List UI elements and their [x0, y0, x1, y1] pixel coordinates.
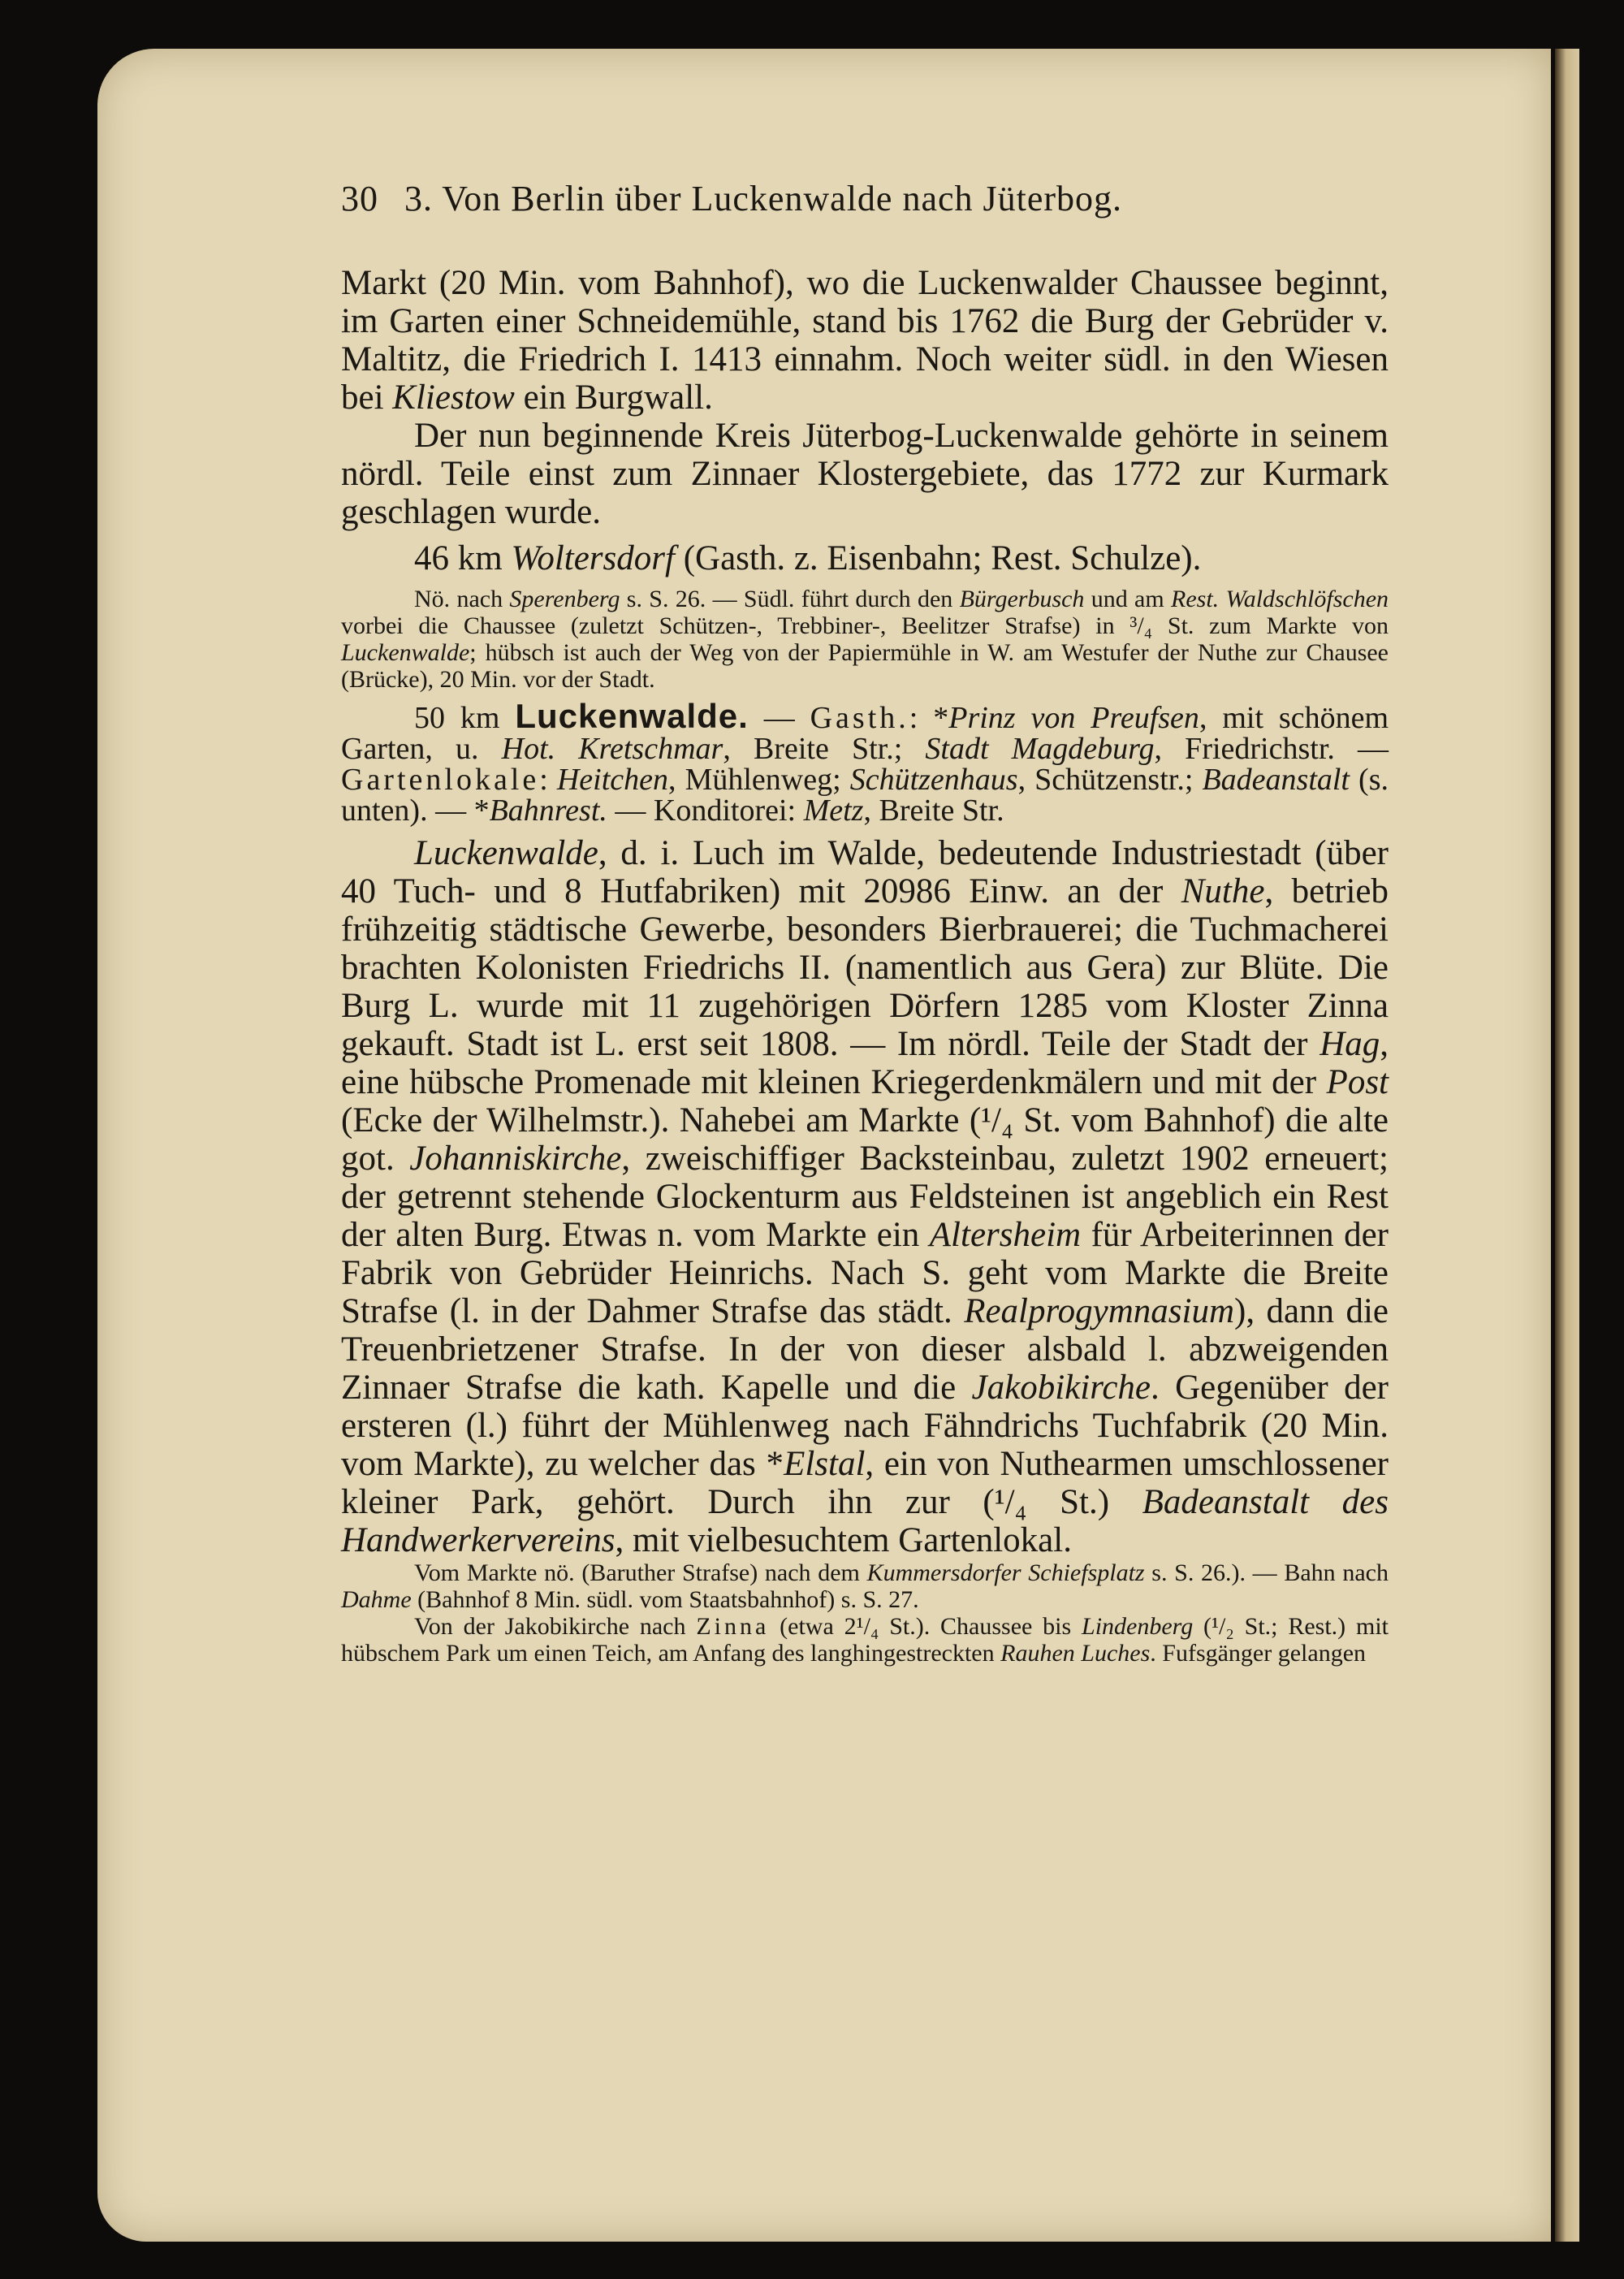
text-run: — [748, 701, 810, 735]
text-run: für Arbeiterinnen der Fabrik von Gebrüder Heinrichs. Nach S. geht vom Markte die Breite Strafse (l. in der Dahmer Strafse das städt. [341, 1216, 1389, 1330]
text-run: , d. i. Luch im Walde, bedeutende Industriestadt (über 40 Tuch- und 8 Hutfabriken) mit 20986 Einw. an der [341, 834, 1389, 910]
text-run: Woltersdorf [511, 539, 675, 577]
text-run: Prinz von Preufsen [948, 701, 1199, 735]
text-run: ein Burgwall. [514, 378, 713, 417]
paragraph-woltersdorf [341, 539, 1389, 577]
text-run: Badeanstalt [1202, 763, 1350, 797]
text-run: Johanniskirche [409, 1140, 622, 1178]
text-run: Post [1326, 1063, 1389, 1101]
text-run: — Konditorei: [607, 794, 804, 828]
text-run: . Gegenüber der ersteren (l.) führt der Mühlenweg nach Fähndrichs Tuchfabrik (20 Min. vom Markte), zu welcher das * [341, 1369, 1389, 1483]
text-run: Bahnrest. [489, 794, 607, 828]
header-title: 3. Von Berlin über Luckenwalde nach Jüterbog. [404, 179, 1123, 218]
text-run: vorbei die Chaussee (zuletzt Schützen-, Trebbiner-, Beelitzer Strafse) in ³/₄ St. zum Markte von [341, 612, 1389, 639]
text-run: Heitchen [556, 763, 669, 797]
text-run: Stadt Magdeburg [925, 732, 1155, 766]
page-number: 30 [341, 179, 378, 218]
text-run: Vom Markte nö. (Baruther Strafse) nach dem [414, 1559, 867, 1586]
text-run: Rauhen Luches [1000, 1640, 1151, 1667]
text-run: Gartenlokale [341, 763, 540, 797]
text-run: Altersheim [929, 1216, 1082, 1254]
text-run: Elstal [784, 1445, 866, 1483]
note-kummersdorf [341, 1559, 1389, 1613]
text-run: Rest. Waldschlöfschen [1171, 586, 1389, 612]
text-run: , Breite Str. [863, 794, 1004, 828]
running-header [341, 175, 1389, 223]
text-run: , mit schönem Garten, u. [341, 701, 1389, 766]
text-run: ; hübsch ist auch der Weg von der Papiermühle in W. am Westufer der Nuthe zur Chausee (Brücke), 20 Min. vor der Stadt. [341, 639, 1389, 693]
text-run: , mit vielbesuchtem Gartenlokal. [615, 1521, 1072, 1559]
text-run: und am [1084, 586, 1172, 612]
page-gutter [1555, 49, 1579, 2242]
text-run: Nuthe [1181, 872, 1265, 910]
text-run: Lindenberg [1082, 1613, 1194, 1640]
text-run: Von der Jakobikirche nach [414, 1613, 697, 1640]
note-zinna [341, 1613, 1389, 1667]
text-run: Jakobikirche [971, 1369, 1151, 1407]
paragraph-luckenwalde-entry [341, 697, 1389, 828]
text-run: Markt (20 Min. vom Bahnhof), wo die Luckenwalder Chaussee beginnt, im Garten einer Schneidemühle, stand bis 1762 die Burg der Gebrüder v. Maltitz, die Friedrich I. 1413 einnahm. Noch weiter südl. in den Wiesen bei [341, 264, 1389, 417]
text-run: Hag [1320, 1025, 1380, 1063]
text-run: , eine hübsche Promenade mit kleinen Kriegerdenkmälern und mit der [341, 1025, 1389, 1101]
text-run: Realprogymnasium [964, 1292, 1234, 1330]
note-woltersdorf [341, 586, 1389, 693]
text-run: , betrieb frühzeitig städtische Gewerbe, besonders Bierbrauerei; die Tuchmacherei brachten Kolonisten Friedrichs II. (namentlich aus Gera) zur Blüte. Die Burg L. wurde mit 11 zugehörigen Dörfern 1285 vom Kloster Zinna gekauft. Stadt ist L. erst seit 1808. — Im nördl. Teile der Stadt der [341, 872, 1389, 1063]
text-run: Bürgerbusch [959, 586, 1085, 612]
text-run: : [539, 763, 557, 797]
text-run: , Breite Str.; [723, 732, 926, 766]
text-run: , zweischiffiger Backsteinbau, zuletzt 1902 erneuert; der getrennt stehende Glockenturm aus Feldsteinen ist angeblich ein Rest der alten Burg. Etwas n. vom Markte ein [341, 1140, 1389, 1254]
text-run: Badeanstalt des Handwerkervereins [341, 1483, 1389, 1559]
paragraph-kreis [341, 417, 1389, 531]
text-run: Der nun beginnende Kreis Jüterbog-Luckenwalde gehörte in seinem nördl. Teile einst zum Zinnaer Klostergebiete, das 1772 zur Kurmark geschlagen wurde. [341, 417, 1389, 531]
text-run: , Mühlenweg; [668, 763, 850, 797]
text-run: Nö. nach [414, 586, 510, 612]
text-run: Kliestow [392, 378, 515, 417]
text-run: s. S. 26.). — Bahn nach [1144, 1559, 1389, 1586]
text-run: Schützenhaus [849, 763, 1018, 797]
paragraph-intro [341, 264, 1389, 417]
text-run: Gasth. [810, 701, 909, 735]
paragraph-luckenwalde-description [341, 834, 1389, 1559]
text-run: . Fufsgänger gelangen [1150, 1640, 1367, 1667]
text-run: Luckenwalde. [515, 697, 749, 735]
text-run: (Gasth. z. Eisenbahn; Rest. Schulze). [674, 539, 1202, 577]
text-run: Sperenberg [509, 586, 620, 612]
text-run: 46 km [414, 539, 512, 577]
text-run: ), dann die Treuenbrietzener Strafse. In der von dieser alsbald l. abzweigenden Zinnaer Strafse die kath. Kapelle und die [341, 1292, 1389, 1407]
text-run: Zinna [696, 1613, 770, 1640]
text-run: Metz [803, 794, 864, 828]
text-run: s. S. 26. — Südl. führt durch den [620, 586, 960, 612]
text-run: (etwa 2¹/₄ St.). Chaussee bis [769, 1613, 1082, 1640]
text-run: , Schützenstr.; [1017, 763, 1203, 797]
text-run: (s. unten). — * [341, 763, 1389, 828]
text-run: Kummersdorfer Schiefsplatz [866, 1559, 1145, 1586]
text-run: Luckenwalde [341, 639, 470, 666]
text-run: , ein von Nuthearmen umschlossener kleiner Park, gehört. Durch ihn zur (¹/₄ St.) [341, 1445, 1389, 1521]
text-run: (¹/₂ St.; Rest.) mit hübschem Park um einen Teich, am Anfang des langhingestreckten [341, 1613, 1389, 1667]
text-run: Hot. Kretschmar [501, 732, 723, 766]
text-run: Dahme [341, 1586, 412, 1613]
text-run: 50 km [414, 701, 516, 735]
text-run: (Bahnhof 8 Min. südl. vom Staatsbahnhof) s. S. 27. [411, 1586, 919, 1613]
text-run: Luckenwalde [414, 834, 598, 872]
text-run: : * [909, 701, 949, 735]
page-text [341, 175, 1389, 1667]
text-run: , Friedrichstr. — [1154, 732, 1389, 766]
text-run: (Ecke der Wilhelmstr.). Nahebei am Markte (¹/₄ St. vom Bahnhof) die alte got. [341, 1101, 1389, 1178]
